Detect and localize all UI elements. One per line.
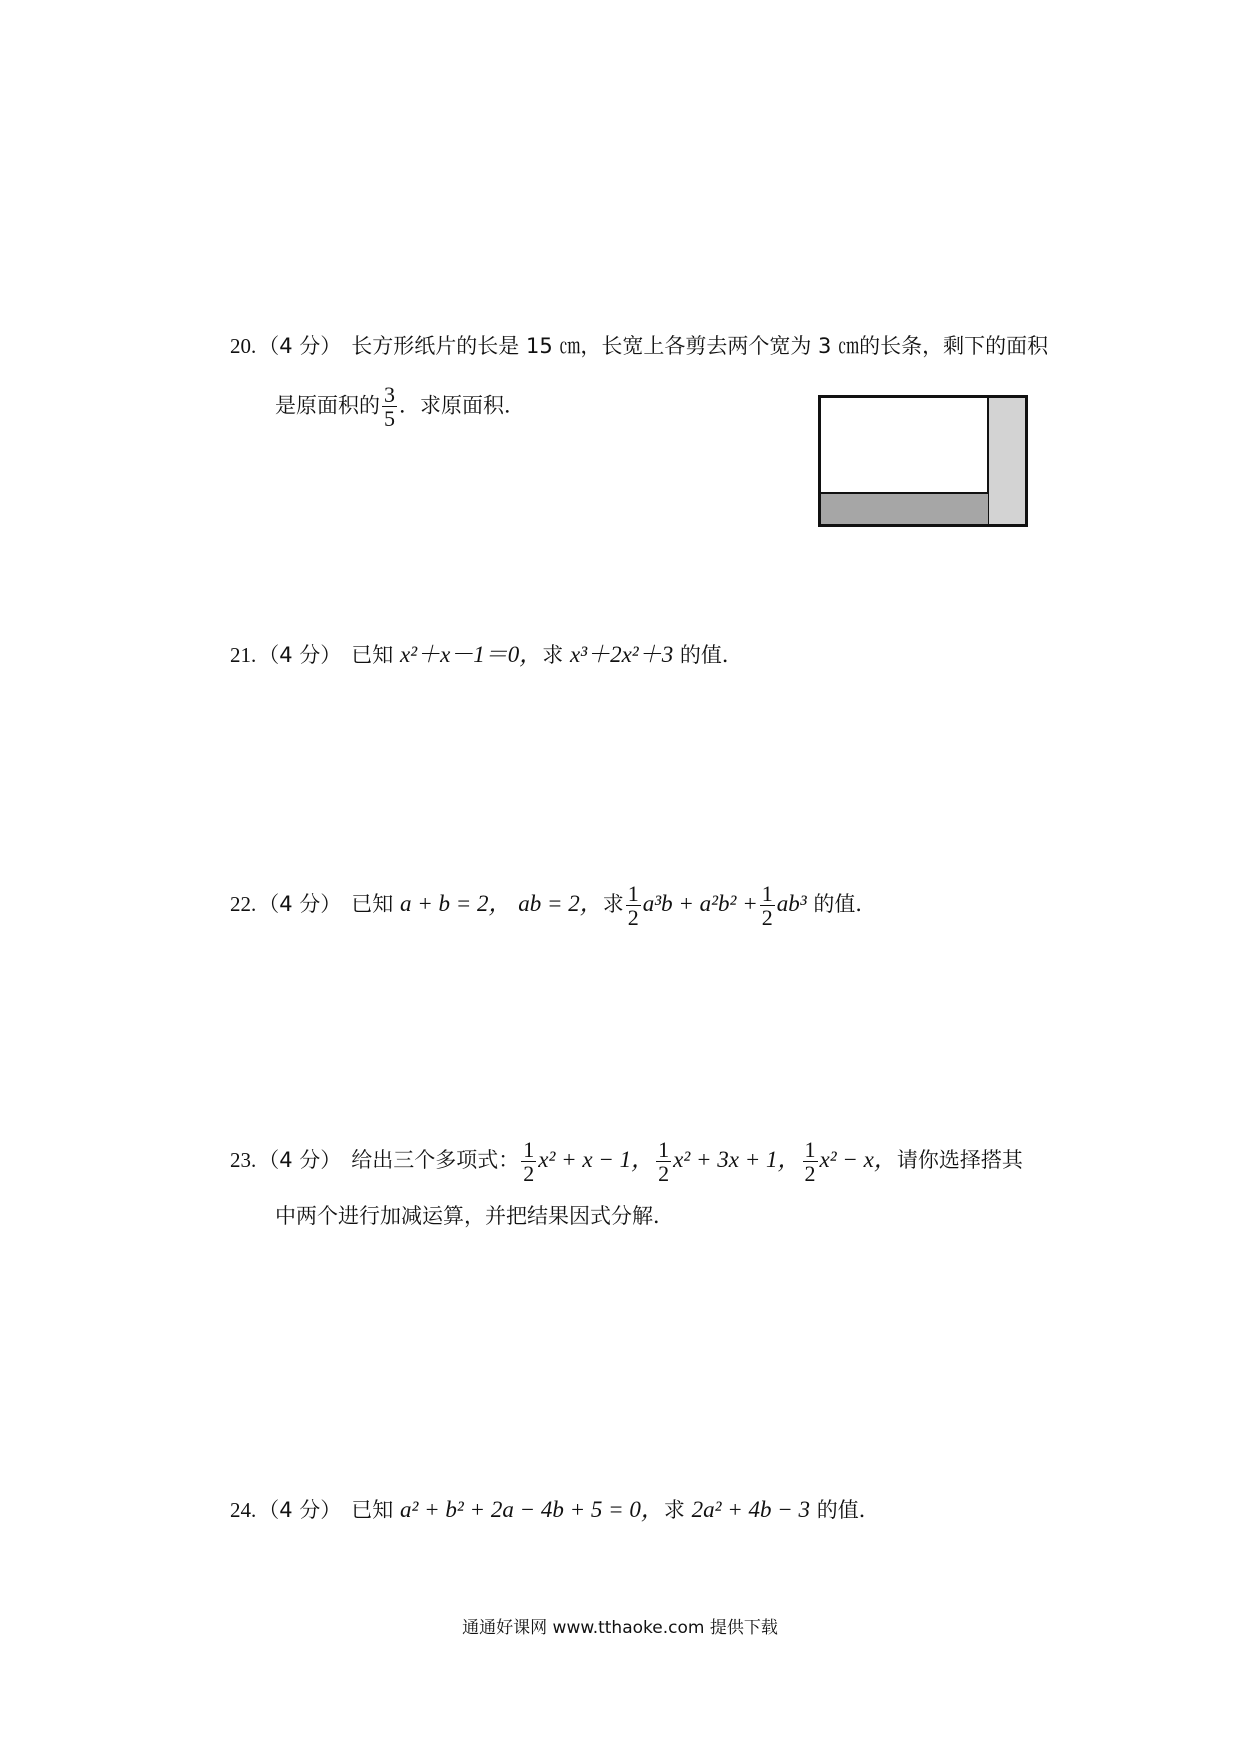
fraction-numerator: 1 xyxy=(627,881,639,906)
question-23 xyxy=(230,1138,1060,1185)
fraction xyxy=(626,882,641,929)
question-21 xyxy=(230,637,1060,674)
given-equation: a² + b² + 2a − 4b + 5 = 0， xyxy=(399,1497,664,1522)
ask-expression: 2a² + 4b − 3 xyxy=(691,1497,811,1522)
question-text: 长方形纸片的长是 15 ㎝，长宽上各剪去两个宽为 3 ㎝的长条，剩下的面积 xyxy=(351,334,1049,358)
fraction-numerator: 3 xyxy=(384,382,395,407)
ask-term-2: ab³ xyxy=(776,891,807,917)
fraction-numerator: 1 xyxy=(804,1137,816,1162)
fraction xyxy=(656,1138,671,1185)
polynomial-3: x² − x， xyxy=(819,1147,897,1173)
question-points: （4 分） xyxy=(258,334,342,358)
question-text-prefix: 是原面积的 xyxy=(275,393,380,418)
ask-term-1: a³b + a²b² + xyxy=(642,891,758,917)
given-equation-1: a + b = 2， xyxy=(399,891,512,917)
question-text-prefix: 已知 xyxy=(351,643,394,667)
question-20 xyxy=(230,330,1060,364)
ask-suffix: 的值． xyxy=(679,643,743,667)
fraction xyxy=(760,882,775,929)
fraction-numerator: 1 xyxy=(523,1137,535,1162)
fraction xyxy=(382,383,397,430)
question-number: 23. xyxy=(230,1148,257,1173)
question-20-line2 xyxy=(275,383,525,430)
polynomial-2: x² + 3x + 1， xyxy=(673,1147,801,1173)
question-text-prefix: 给出三个多项式： xyxy=(351,1148,520,1173)
question-points: （4 分） xyxy=(258,1148,342,1173)
rectangle-diagram xyxy=(818,395,1028,527)
question-number: 20. xyxy=(230,334,257,358)
question-points: （4 分） xyxy=(258,892,342,917)
question-points: （4 分） xyxy=(258,1498,342,1522)
page-footer: 通通好课网 www.tthaoke.com 提供下载 xyxy=(462,1618,778,1638)
fraction-denominator: 2 xyxy=(523,1161,535,1187)
question-points: （4 分） xyxy=(258,643,342,667)
given-equation: x²＋x－1＝0， xyxy=(399,642,543,667)
polynomial-1: x² + x − 1， xyxy=(538,1147,655,1173)
right-strip xyxy=(988,398,1025,524)
fraction-denominator: 2 xyxy=(761,905,773,931)
question-number: 22. xyxy=(230,892,257,917)
fraction-denominator: 2 xyxy=(804,1161,816,1187)
fraction xyxy=(803,1138,818,1185)
ask-suffix: 的值． xyxy=(813,892,877,917)
question-24 xyxy=(230,1492,1060,1529)
fraction xyxy=(521,1138,536,1185)
bottom-strip xyxy=(821,493,988,524)
fraction-denominator: 2 xyxy=(627,905,639,931)
fraction-numerator: 1 xyxy=(658,1137,670,1162)
ask-suffix: 的值． xyxy=(816,1498,880,1522)
question-text-suffix: 请你选择搭其 xyxy=(896,1148,1023,1173)
question-text-prefix: 已知 xyxy=(351,1498,394,1522)
fraction-denominator: 2 xyxy=(658,1161,670,1187)
question-number: 21. xyxy=(230,643,257,667)
ask-prefix: 求 xyxy=(542,643,564,667)
ask-prefix: 求 xyxy=(663,1498,685,1522)
given-equation-2: ab = 2， xyxy=(518,891,603,917)
fraction-numerator: 1 xyxy=(761,881,773,906)
ask-expression: x³＋2x²＋3 xyxy=(569,642,674,667)
question-number: 24. xyxy=(230,1498,257,1522)
question-text-prefix: 已知 xyxy=(351,892,394,917)
ask-prefix: 求 xyxy=(602,892,624,917)
question-23-line2: 中两个进行加减运算，并把结果因式分解． xyxy=(275,1204,674,1228)
fraction-denominator: 5 xyxy=(384,406,395,432)
question-22 xyxy=(230,882,1060,929)
question-text-suffix: ．求原面积． xyxy=(399,393,525,418)
